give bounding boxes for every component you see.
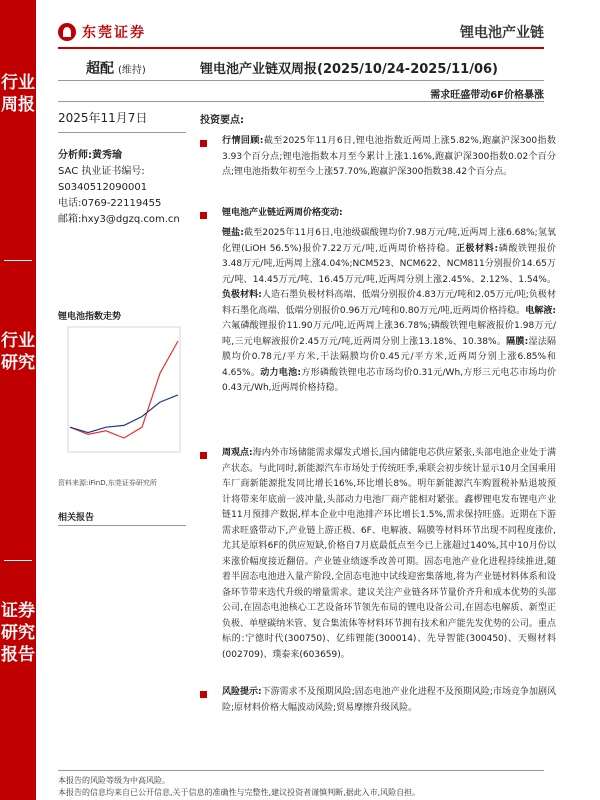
separator-text: 湿法隔膜均价0.78元/平方米,干法隔膜均价0.45元/平方米,近两周分别上涨6.85%和4.65%。	[222, 336, 556, 378]
bullet-icon	[200, 140, 207, 147]
power-battery-label: 动力电池:	[260, 367, 301, 378]
cathode-text: 磷酸铁锂报价3.48万元/吨,近两周上涨4.04%;NCM523、NCM622、NCM811分别报价14.65万元/吨、14.45万元/吨、16.45万元/吨,近两周分别上涨2.45%、2.12%、1.54%。	[222, 243, 556, 285]
price-change-title: 锂电池产业链近两周价格变动:	[222, 208, 343, 218]
lithium-salt-label: 锂盐:	[222, 228, 244, 238]
rating	[86, 58, 146, 78]
sidebar-divider	[4, 260, 32, 261]
risk-warning	[222, 685, 556, 716]
sidebar-band	[0, 0, 36, 800]
date-rule	[58, 132, 186, 133]
analyst-phone: 电话:0769-22119455	[58, 198, 162, 209]
power-battery-text: 方形磷酸铁锂电芯市场均价0.31元/Wh,方形三元电芯市场均价0.43元/Wh,近两周价格持稳。	[222, 367, 556, 393]
title-rule	[58, 80, 544, 81]
company-logo	[58, 22, 146, 42]
footer-disclaimer: 本报告的信息均来自已公开信息,关于信息的准确性与完整性,建议投资者谨慎判断,据此入市,风险自担。	[58, 788, 421, 797]
logo-text: 东莞证券	[82, 25, 146, 41]
sidebar-label-report: 证券研究报告	[1, 601, 35, 665]
rating-value: 超配	[86, 61, 114, 77]
risk-text: 下游需求不及预期风险;固态电池产业化进程不及预期风险;市场竞争加剧风险;原材料价格大幅波动风险;贸易摩擦升级风险。	[222, 687, 556, 713]
bullet-icon	[200, 452, 207, 459]
cert-label: SAC 执业证书编号:	[58, 166, 145, 177]
footer-rule	[58, 770, 544, 771]
analyst-email: 邮箱:hxy3@dgzq.com.cn	[58, 214, 180, 225]
sidebar-label-research: 行业研究	[1, 331, 35, 373]
market-label: 行情回顾:	[222, 136, 264, 146]
rating-note: (维持)	[118, 65, 146, 76]
bullet-icon	[200, 212, 207, 219]
chart-title: 锂电池指数走势	[58, 312, 122, 322]
separator-label: 隔膜:	[506, 336, 529, 347]
price-changes	[222, 226, 556, 397]
anode-label: 负极材料:	[222, 290, 262, 300]
related-reports-title: 相关报告	[58, 513, 95, 523]
subtitle-rule	[58, 101, 544, 102]
index-chart	[58, 322, 186, 472]
anode-text: 人造石墨负极材料高端、低端分别报价4.83万元/吨和2.05万元/吨;负极材料石墨化高端、低端分别报价0.96万元/吨和0.80万元/吨,近两周价格持稳。	[222, 290, 556, 316]
series-line-1	[70, 395, 178, 433]
series-line-0	[70, 341, 178, 438]
electrolyte-text: 六氟磷酸锂报价11.90万元/吨,近两周上涨36.78%;磷酸铁锂电解液报价1.98万元/吨,三元电解液报价2.45万元/吨,近两周分别上涨13.18%、10.38%。	[222, 321, 556, 347]
cathode-label: 正极材料:	[455, 243, 499, 254]
report-subtitle: 需求旺盛带动6F价格暴涨	[430, 90, 544, 101]
footer-risk-level: 本报告的风险等级为中高风险。	[58, 776, 170, 785]
invest-points-title: 投资要点:	[200, 115, 244, 126]
report-date: 2025年11月7日	[58, 111, 148, 125]
market-text: 截至2025年11月6日,锂电池指数近两周上涨5.82%,跑赢沪深300指数3.93个百分点;锂电池指数本月至今累计上涨1.16%,跑赢沪深300指数0.02个百分点;锂电池指数年初至今上涨57.70%,跑赢沪深300指数38.42个百分点。	[222, 136, 556, 177]
electrolyte-label: 电解液:	[525, 305, 556, 316]
analyst-name: 分析师:黄秀瑜	[58, 150, 122, 161]
sidebar-divider	[4, 560, 32, 561]
logo-icon	[58, 23, 76, 41]
weekly-text: 海内外市场储能需求爆发式增长,国内储能电芯供应紧张,头部电池企业处于满产状态。与此同时,新能源汽车市场处于传统旺季,乘联会初步统计显示10月全国乘用车厂商新能源批发同比增长16%,环比增长8%。明年新能源汽车购置税补贴退坡预计将带来年底前一波冲量,头部动力电池厂商产能相对紧张。鑫椤锂电发布锂电产业链11月预排产数据,样本企业中电池排产环比增长1.5%,需求保持旺盛。近期在下游需求旺盛带动下,产业链上游正极、6F、电解液、隔膜等材料环节出现不同程度涨价,尤其是原料6F的供应短缺,价格自7月底最低点至今已上涨超过140%,其中10月份以来涨价幅度接近翻倍。产业链业绩逐季改善可期。固态电池产业化进程持续推进,随着半固态电池进入量产阶段,全固态电池中试线迎密集落地,将为产业链材料体系和设备环节带来迭代升级的增量需求。建议关注产业链各环节量价齐升和成本优势的头部公司,在固态电池核心工艺设备环节领先布局的锂电设备公司,在固态电解质、新型正负极、单壁碳纳米管、复合集流体等材料环节拥有技术和产能先发优势的公司。重点标的:宁德时代(300750)、亿纬锂能(300014)、先导智能(300450)、天赐材料(002709)、璞泰来(603659)。	[222, 448, 556, 660]
analyst-info	[58, 148, 180, 228]
weekly-label: 周观点:	[222, 448, 253, 458]
lithium-salt-text: 截至2025年11月6日,电池级碳酸锂均价7.98万元/吨,近两周上涨6.68%;氢氧化锂(LiOH 56.5%)报价7.22万元/吨,近两周价格持稳。	[222, 228, 557, 254]
weekly-view	[222, 446, 556, 663]
chart-source: 资料来源:iFinD,东莞证券研究所	[58, 479, 157, 487]
bullet-icon	[200, 691, 207, 698]
risk-label: 风险提示:	[222, 687, 262, 697]
report-title: 锂电池产业链双周报(2025/10/24-2025/11/06)	[200, 62, 498, 77]
cert-number: S0340512090001	[58, 182, 148, 193]
related-rule	[58, 525, 186, 526]
market-review	[222, 134, 556, 181]
header-rule	[58, 47, 544, 49]
industry-name: 锂电池产业链	[460, 25, 544, 41]
sidebar-label-weekly: 行业周报	[1, 73, 35, 115]
